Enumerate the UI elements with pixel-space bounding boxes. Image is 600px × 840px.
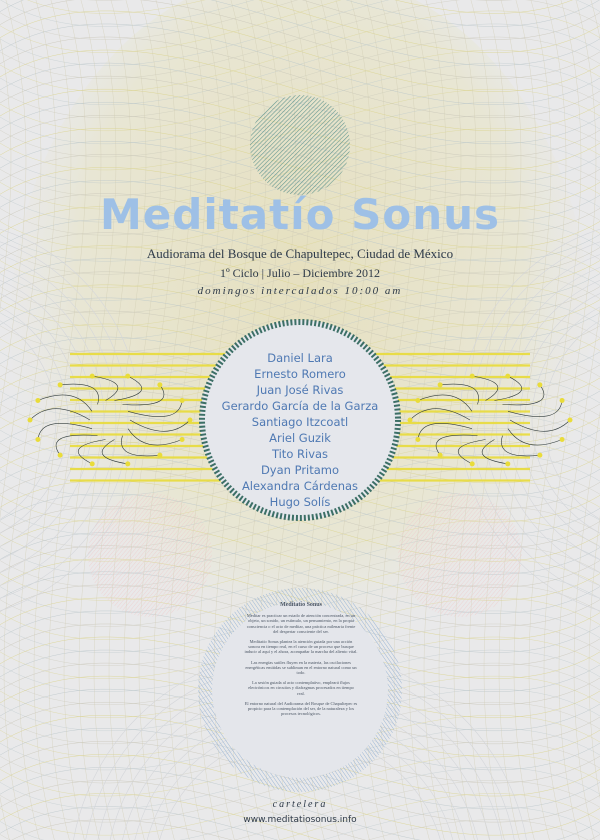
artist-name: Ariel Guzik xyxy=(269,431,331,445)
cycle-dates: 1º Ciclo | Julio – Diciembre 2012 xyxy=(219,266,381,280)
about-paragraph: Meditatío Sonus plantea la atención guiada por una acción sonora en tiempo real, en el curso de un proceso que busque inducir al aquí y el ahora, acompañar la marcha del aliento vital. xyxy=(244,639,358,655)
artist-name: Gerardo García de la Garza xyxy=(221,399,379,413)
about-text-block xyxy=(244,603,358,721)
footer-label: cartelera xyxy=(272,799,328,810)
top-hatched-circle xyxy=(250,95,350,195)
artist-name: Alexandra Cárdenas xyxy=(241,479,359,493)
pink-circle-right xyxy=(398,493,522,617)
pink-circle-left xyxy=(88,493,212,617)
artist-name: Santiago Itzcoatl xyxy=(251,415,349,429)
schedule-line: domingos intercalados 10:00 am xyxy=(197,285,403,297)
artist-list xyxy=(200,350,400,510)
artist-name: Juan José Rivas xyxy=(256,383,344,397)
about-paragraph: El entorno natural del Audiorama del Bosque de Chapultepec es propicio para la contemplación del ser, de la naturaleza y los procesos tecnológicos. xyxy=(244,700,358,717)
artist-name: Ernesto Romero xyxy=(254,367,346,381)
website-link[interactable]: www.meditatiosonus.info xyxy=(243,815,357,825)
artist-name: Dyan Pritamo xyxy=(260,463,340,477)
artist-name: Daniel Lara xyxy=(267,351,333,365)
about-title: Meditatío Sonus xyxy=(280,602,322,608)
artist-name: Tito Rivas xyxy=(271,447,329,461)
venue-subtitle: Audiorama del Bosque de Chapultepec, Ciudad de México xyxy=(146,246,454,261)
poster-title: Meditatío Sonus xyxy=(99,190,500,239)
about-paragraph: La sesión guiada al acto contemplativo, empleará flujos electrónicos en circuitos y diafragmas procesados en tiempo real. xyxy=(248,680,354,696)
about-paragraph: Meditar es practicar un estado de atención concentrada, en un objeto, un sonido, un estímulo, un pensamiento, en la propia consciencia o el acto de meditar, una práctica milenaria frente del despertar consciente del ser. xyxy=(246,613,356,634)
about-paragraph: Las energías sutiles fluyen en la materia, las oscilaciones energéticas emitidas se subliman en el entorno natural como un todo. xyxy=(245,659,357,676)
artist-name: Hugo Solís xyxy=(269,495,331,509)
